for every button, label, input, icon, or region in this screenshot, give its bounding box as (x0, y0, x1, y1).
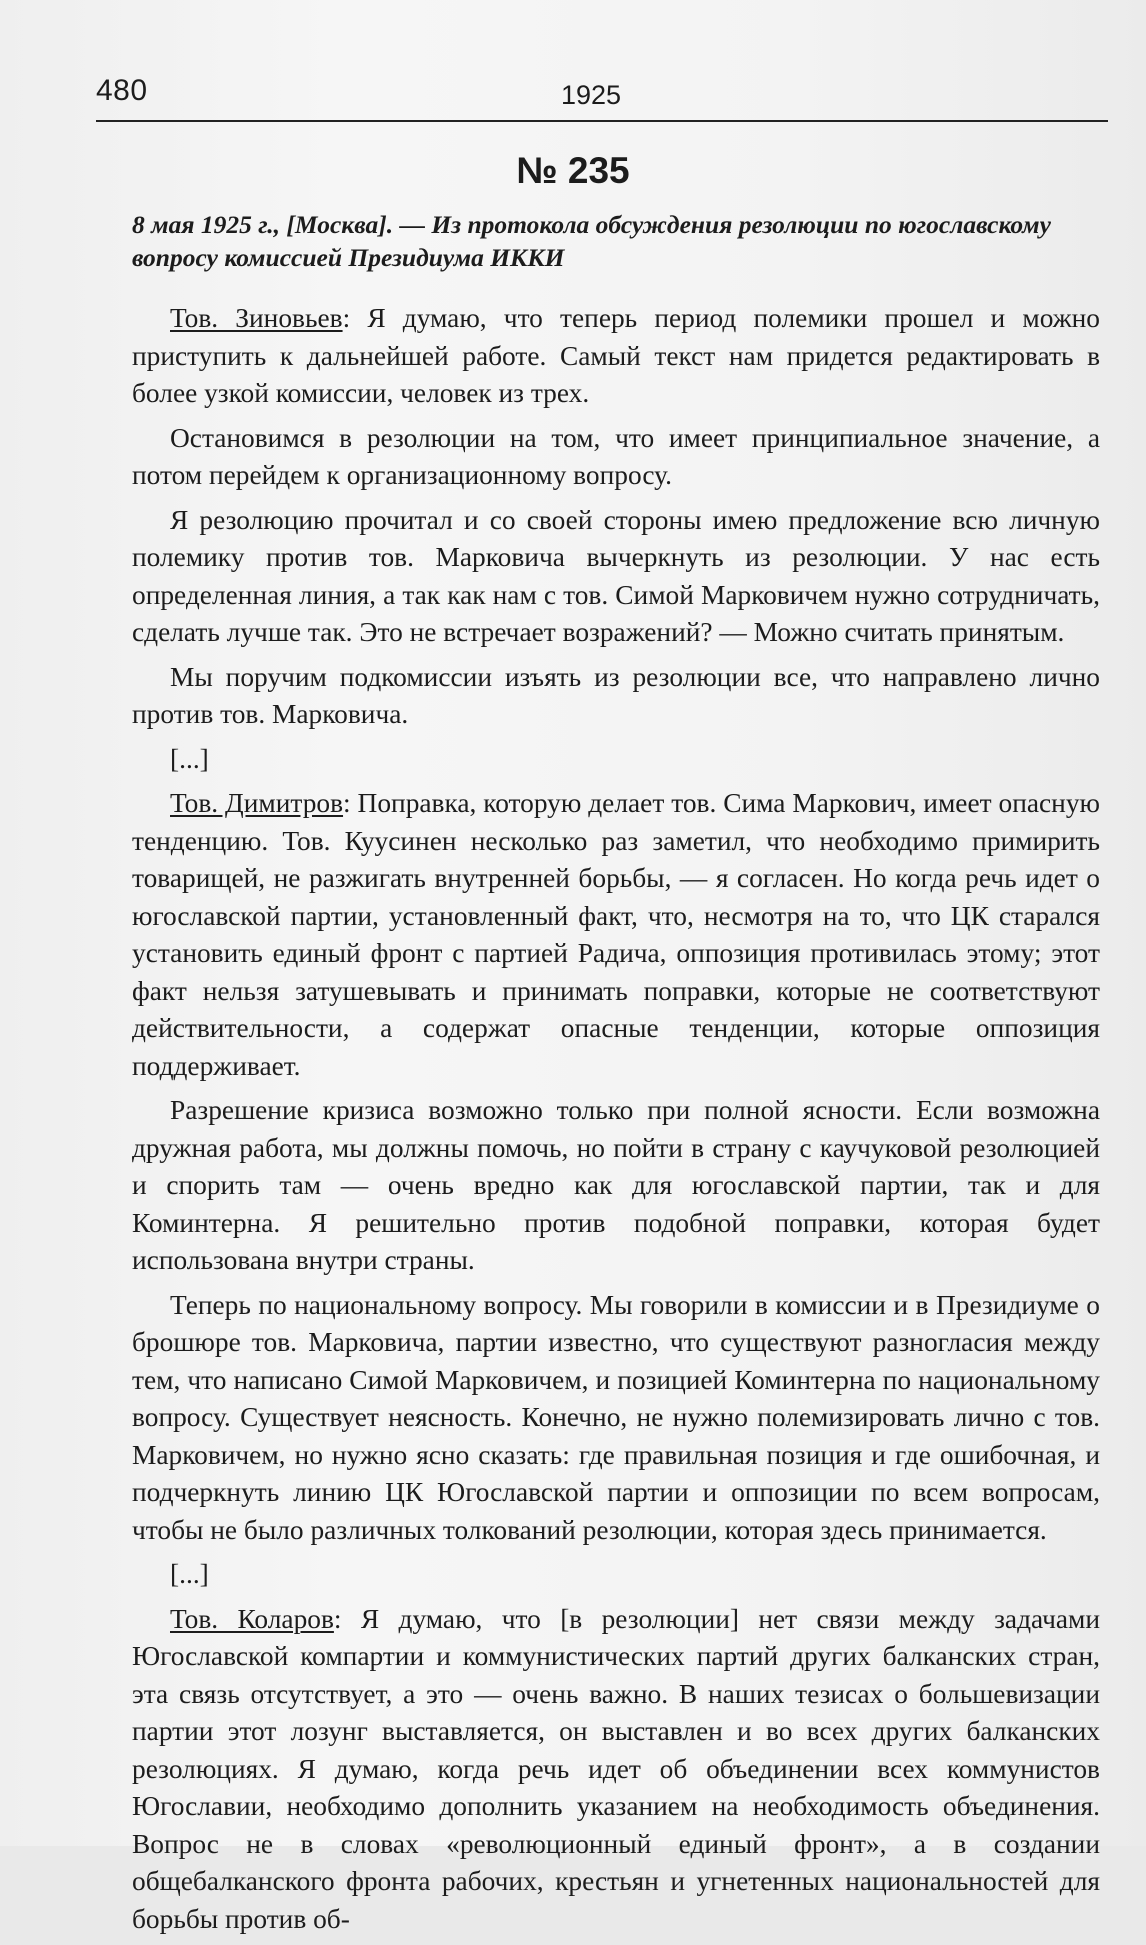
omission-mark: [...] (170, 743, 209, 774)
speaker-name: Тов. Зиновьев (170, 303, 343, 333)
document-title: 8 мая 1925 г., [Москва]. — Из протокола обсуждения резолюции по югославскому вопросу комиссией Президиума ИККИ (132, 210, 1051, 272)
paragraph: Разрешение кризиса возможно только при полной ясности. Если возможна дружная работа, мы должны помочь, но пойти в страну с каучуковой резолюцией и спорить там — очень вредно как для югославской партии, так и для Коминтерна. Я решительно против подобной поправки, которая будет использована внутри страны. (132, 1095, 1100, 1275)
speaker-name: Тов. Коларов (170, 1603, 334, 1634)
paragraph-text: : Поправка, которую делает тов. Сима Маркович, имеет опасную тенденцию. Тов. Куусинен несколько раз заметил, что необходимо примирить товарищей, не разжигать внутренней борьбы, — я согласен. Но когда речь идет о югославской партии, установленный факт, что, несмотря на то, что ЦК старался установить единый фронт с партией Радича, оппозиция противилась этому; этот факт нельзя затушевывать и принимать поправки, которые не соответствуют действительности, а содержат опасные тенденции, которые оппозиция поддерживает. (132, 788, 1100, 1081)
document-body (132, 300, 1100, 1945)
paragraph-text: : Я думаю, что [в резолюции] нет связи между задачами Югославской компартии и коммунистических партий других балканских стран, эта связь отсутствует, а это — очень важно. В наших тезисах о большевизации партии этот лозунг выставляется, он выставлен и во всех других балканских резолюциях. Я думаю, когда речь идет об объединении всех коммунистов Югославии, необходимо дополнить указанием на необходимость объединения. Вопрос не в словах «революционный единый фронт», а в создании общебалканского фронта рабочих, крестьян и угнетенных национальностей для борьбы против об- (132, 1603, 1100, 1934)
paragraph (132, 300, 1100, 413)
omission-mark: [...] (170, 1559, 209, 1589)
header-rule (96, 120, 1108, 122)
document-number: № 235 (516, 150, 630, 191)
paragraph: Мы поручим подкомиссии изъять из резолюции все, что направлено лично против тов. Марковича. (132, 661, 1100, 729)
paragraph: Теперь по национальному вопросу. Мы говорили в комиссии и в Президиуме о брошюре тов. Марковича, партии известно, что существуют разногласия между тем, что написано Симой Марковичем, и позицией Коминтерна по национальному вопросу. Существует неясность. Конечно, не нужно полемизировать лично с тов. Марковичем, но нужно ясно сказать: где правильная позиция и где ошибочная, и подчеркнуть линию ЦК Югославской партии и оппозиции по всем вопросам, чтобы не было различных толкований резолюции, которая здесь принимается. (132, 1289, 1100, 1545)
paragraph: Остановимся в резолюции на том, что имеет принципиальное значение, а потом перейдем к организационному вопросу. (132, 422, 1100, 490)
running-header (96, 74, 1108, 114)
speaker-name: Тов. Димитров (170, 788, 344, 818)
page-number: 480 (96, 74, 148, 107)
paragraph (132, 785, 1100, 1085)
paragraph: Я резолюцию прочитал и со своей стороны имею предложение всю личную полемику против тов. Марковича вычеркнуть из резолюции. У нас есть определенная линия, а так как нам с тов. Симой Марковичем нужно сотрудничать, сделать лучше так. Это не встречает возражений? — Можно считать принятым. (132, 504, 1100, 647)
running-year: 1925 (561, 80, 622, 110)
paragraph-text: : Я думаю, что теперь период полемики прошел и можно приступить к дальнейшей работе. Самый текст нам придется редактировать в более узкой комиссии, человек из трех. (132, 303, 1100, 408)
paragraph (132, 1601, 1100, 1939)
